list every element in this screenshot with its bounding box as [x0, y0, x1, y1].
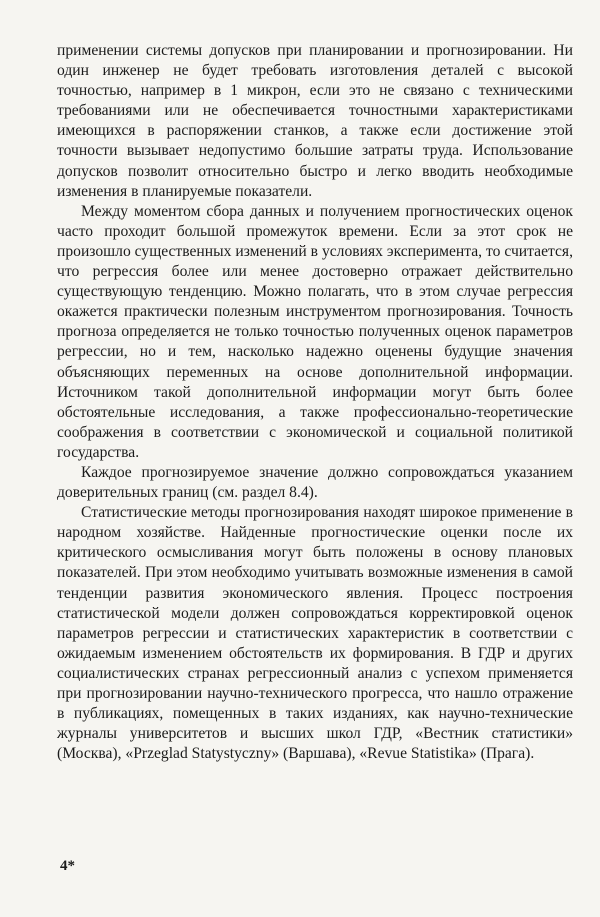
paragraph-continuation: применении системы допусков при планировании и прогнозировании. Ни один инженер не будет требовать изготовления деталей с высокой точностью, например в 1 микрон, если это не связано с техническими требованиями или не обеспечивается точностными характеристиками имеющихся в распоряжении станков, а также если достижение этой точности вызывает недопустимо большие затраты труда. Использование допусков позволит относительно быстро и легко вводить необходимые изменения в планируемые показатели.	[57, 42, 573, 200]
paragraph-confidence-limits: Каждое прогнозируемое значение должно сопровождаться указанием доверительных границ (см. раздел 8.4).	[57, 463, 573, 502]
page-number: 4*	[60, 858, 75, 874]
body-text	[57, 41, 573, 764]
paragraph-statistical-methods: Статистические методы прогнозирования находят широкое применение в народном хозяйстве. Найденные прогностические оценки после их критического осмысливания могут быть положены в основу плановых показателей. При этом необходимо учитывать возможные изменения в самой тенденции развития экономического явления. Процесс построения статистической модели должен сопровождаться корректировкой оценок параметров регрессии и статистических характеристик в соответствии с ожидаемым изменением обстоятельств их формирования. В ГДР и других социалистических странах регрессионный анализ с успехом применяется при прогнозировании научно-технического прогресса, что нашло отражение в публикациях, помещенных в таких изданиях, как научно-технические журналы университетов и высших школ ГДР, «Вестник статистики» (Москва), «Przeglad Statystyczny» (Варшава), «Revue Statistika» (Прага).	[57, 504, 573, 763]
paragraph-forecast-interval: Между моментом сбора данных и получением прогностических оценок часто проходит большой промежуток времени. Если за этот срок не произошло существенных изменений в условиях эксперимента, то считается, что регрессия более или менее достоверно отражает действительно существующую тенденцию. Можно полагать, что в этом случае регрессия окажется практически полезным инструментом прогнозирования. Точность прогноза определяется не только точностью полученных оценок параметров регрессии, но и тем, насколько надежно оценены будущие значения объясняющих переменных на основе дополнительной информации. Источником такой дополнительной информации могут быть более обстоятельные исследования, а также профессионально-теоретические соображения в соответствии с экономической и социальной политикой государства.	[57, 202, 573, 461]
